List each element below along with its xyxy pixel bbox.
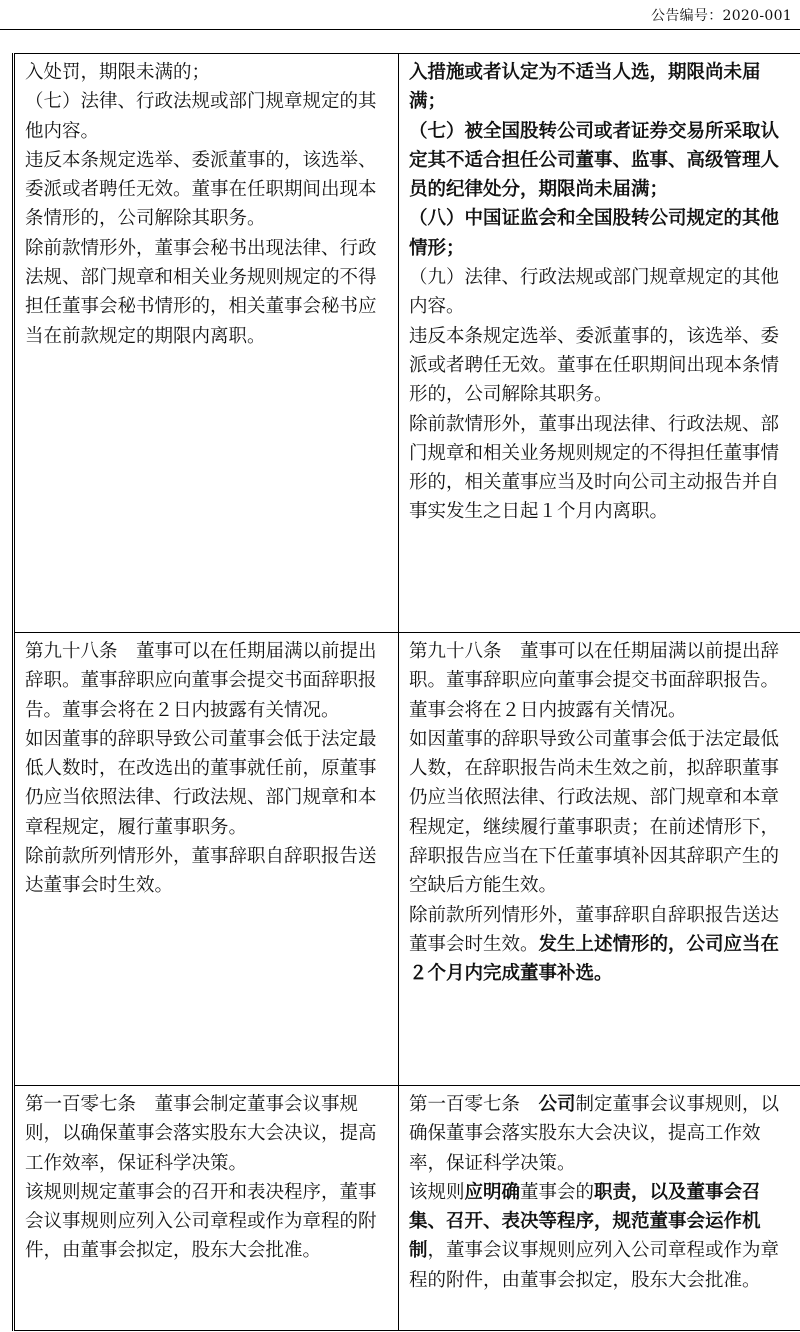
paragraph: 如因董事的辞职导致公司董事会低于法定最低人数时，在改选出的董事就任前，原董事仍应当依照法律、行政法规、部门规章和本章程规定，履行董事职务。 xyxy=(25,728,377,838)
paragraph: 违反本条规定选举、委派董事的，该选举、委派或者聘任无效。董事在任职期间出现本条情形的，公司解除其职务。 xyxy=(409,325,780,406)
table-row xyxy=(14,633,800,1086)
paragraph: 入处罚，期限未满的； xyxy=(25,62,211,83)
page-header xyxy=(0,0,800,30)
doc-number: 公告编号：2020-001 xyxy=(651,8,792,24)
paragraph: 第一百零七条 董事会制定董事会议事规则，以确保董事会落实股东大会决议，提高工作效率，保证科学决策。 xyxy=(25,1094,377,1174)
revised-text-cell xyxy=(399,1086,800,1331)
paragraph: 该规则规定董事会的召开和表决程序，董事会议事规则应列入公司章程或作为章程的附件，由董事会拟定，股东大会批准。 xyxy=(25,1181,377,1262)
paragraph-bold: 入措施或者认定为不适当人选，期限尚未届满； xyxy=(409,62,761,113)
plain-run: 第一百零七条 xyxy=(409,1094,539,1115)
original-text-cell xyxy=(14,633,399,1086)
paragraph: 第九十八条 董事可以在任期届满以前提出辞职。董事辞职应向董事会提交书面辞职报告。董事会将在２日内披露有关情况。 xyxy=(25,641,377,721)
paragraph: （九）法律、行政法规或部门规章规定的其他内容。 xyxy=(409,267,780,318)
original-text-cell xyxy=(14,54,399,633)
paragraph: 第九十八条 董事可以在任期届满以前提出辞职。董事辞职应向董事会提交书面辞职报告。董事会将在２日内披露有关情况。 xyxy=(409,641,780,721)
paragraph-mixed xyxy=(409,1090,793,1178)
paragraph: （七）法律、行政法规或部门规章规定的其他内容。 xyxy=(25,91,377,142)
paragraph-bold: （七）被全国股转公司或者证券交易所采取认定其不适合担任公司董事、监事、高级管理人员的纪律处分，期限尚未届满； xyxy=(409,120,780,201)
revised-text-cell xyxy=(399,633,800,1086)
original-text-cell xyxy=(14,1086,399,1331)
plain-run: 制定董事会议事规则，以确保董事会落实股东大会决议，提高工作效率，保证科学决策。 xyxy=(409,1094,780,1174)
paragraph-mixed xyxy=(409,1178,793,1295)
table-row xyxy=(14,1086,800,1331)
plain-run: ，董事会议事规则应列入公司章程或作为章程的附件，由董事会拟定，股东大会批准。 xyxy=(409,1240,780,1291)
bold-run: 公司 xyxy=(538,1094,576,1115)
bold-run: 应明确 xyxy=(464,1181,521,1203)
header-divider xyxy=(0,29,800,30)
plain-run: 除前款所列情形外，董事辞职自辞职报告送达董事会时生效。 xyxy=(409,904,780,955)
paragraph: 违反本条规定选举、委派董事的，该选举、委派或者聘任无效。董事在任职期间出现本条情形的，公司解除其职务。 xyxy=(25,149,377,230)
paragraph-mixed xyxy=(409,901,793,989)
comparison-table xyxy=(12,53,800,1331)
plain-run: 董事会的 xyxy=(520,1181,595,1203)
revised-text-cell xyxy=(399,54,800,633)
table-row xyxy=(14,54,800,633)
paragraph: 除前款所列情形外，董事辞职自辞职报告送达董事会时生效。 xyxy=(25,846,377,897)
bold-run: 职责，以及董事会召集、召开、表决等程序，规范董事会运作机制 xyxy=(409,1181,761,1262)
paragraph: 除前款情形外，董事出现法律、行政法规、部门规章和相关业务规则规定的不得担任董事情形的，相关董事应当及时向公司主动报告并自事实发生之日起１个月内离职。 xyxy=(409,413,780,523)
paragraph: 如因董事的辞职导致公司董事会低于法定最低人数，在辞职报告尚未生效之前，拟辞职董事仍应当依照法律、行政法规、部门规章和本章程规定，继续履行董事职责；在前述情形下，辞职报告应当在下任董事填补因其辞职产生的空缺后方能生效。 xyxy=(409,728,780,897)
paragraph: 除前款情形外，董事会秘书出现法律、行政法规、部门规章和相关业务规则规定的不得担任董事会秘书情形的，相关董事会秘书应当在前款规定的期限内离职。 xyxy=(25,237,377,347)
bold-run: 发生上述情形的，公司应当在２个月内完成董事补选。 xyxy=(409,933,780,985)
plain-run: 该规则 xyxy=(409,1181,465,1203)
paragraph-bold: （八）中国证监会和全国股转公司规定的其他情形； xyxy=(409,208,780,259)
